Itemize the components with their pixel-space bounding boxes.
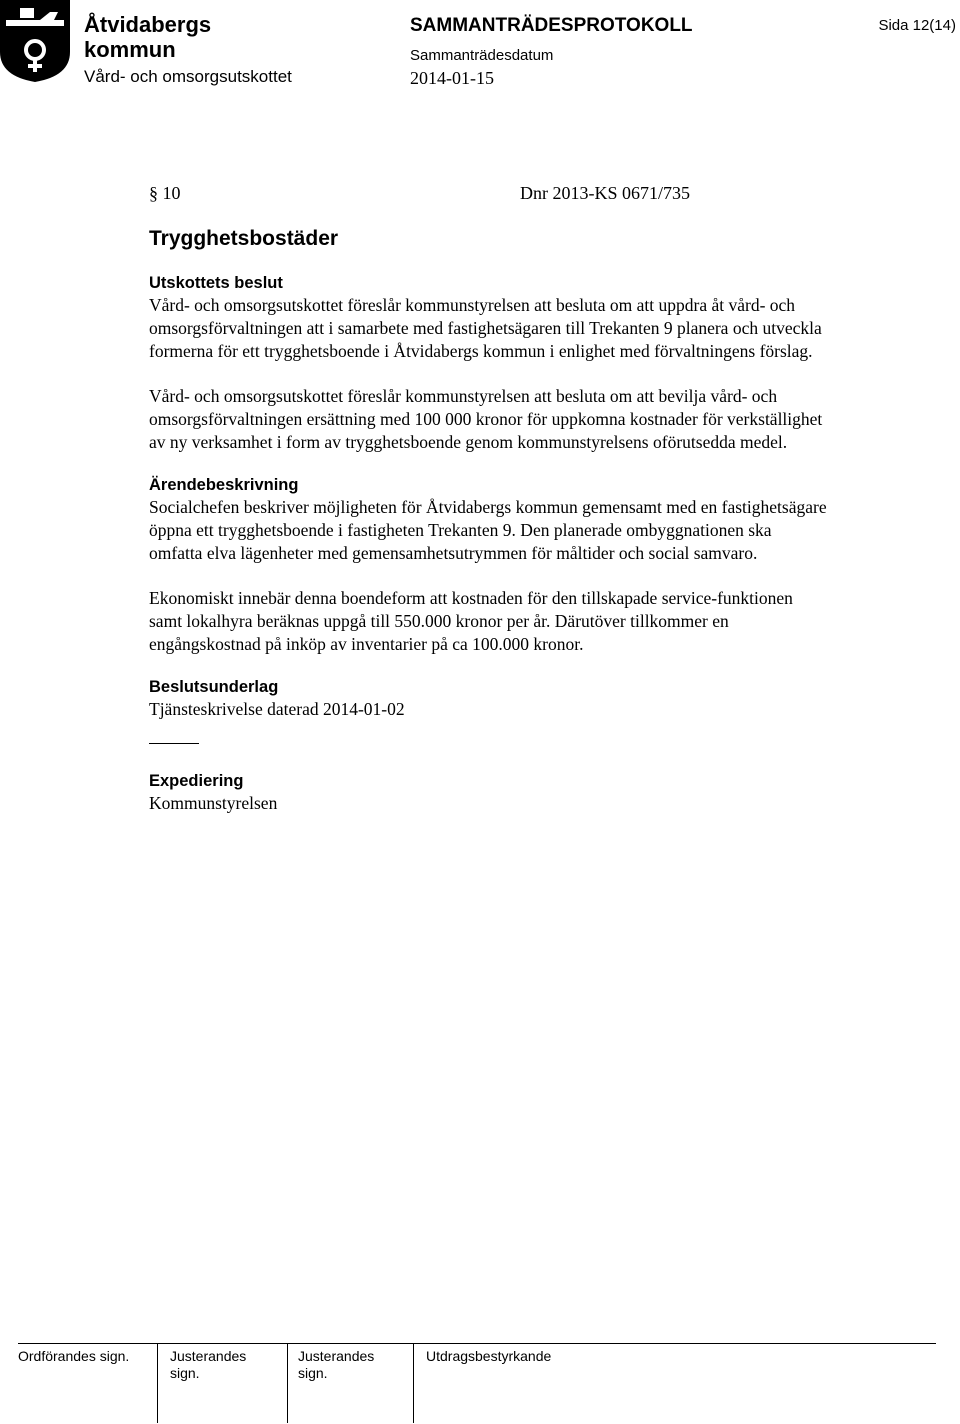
basis-text: Tjänsteskrivelse daterad 2014-01-02 — [149, 699, 405, 719]
organization-name-line2: kommun — [84, 37, 176, 62]
decision-paragraph-2: Vård- och omsorgsutskottet föreslår kommunstyrelsen att besluta om att bevilja vård- och omsorgsförvaltningen ersättning med 100 000 kronor för uppkomna kostnader för verkställighet av ny verksamhet i form av trygghetsboende genom kommunstyrelsens oförutsedda medel. — [149, 386, 823, 452]
page-number: Sida 12(14) — [878, 17, 956, 34]
dispatch-heading: Expediering — [149, 772, 244, 790]
protocol-body — [149, 180, 829, 815]
organization-name-line1: Åtvidabergs — [84, 12, 212, 37]
municipal-coat-of-arms-icon — [0, 0, 70, 82]
section-divider — [149, 743, 199, 744]
paragraph-header — [149, 180, 690, 206]
chair-signature-cell — [18, 1344, 157, 1423]
description-paragraph-1: Socialchefen beskriver möjligheten för Åtvidabergs kommun gemensamt med en fastighetsägare öppna ett trygghetsboende i fastigheten Trekanten 9. Den planerade ombyggnationen ska omfatta elva lägenheter med gemensamhetsutrymmen för måltider och social samvaro. — [149, 497, 827, 563]
paragraph-number: § 10 — [149, 183, 181, 203]
decision-paragraph-1: Vård- och omsorgsutskottet föreslår kommunstyrelsen att besluta om att uppdra åt vård- och omsorgsförvaltningen att i samarbete med fastighetsägaren till Trekanten 9 planera och utveckla formerna för ett trygghetsboende i Åtvidabergs kommun i enlighet med förvaltningens förslag. — [149, 295, 822, 361]
signature-table — [18, 1343, 936, 1423]
description-paragraph-2: Ekonomiskt innebär denna boendeform att kostnaden för den tillskapade service-funktionen samt lokalhyra beräknas uppgå till 550.000 kronor per år. Därutöver tillkommer en engångskostnad på inköp av inventarier på ca 100.000 kronor. — [149, 588, 793, 654]
extract-certification-cell — [413, 1344, 936, 1423]
decision-heading: Utskottets beslut — [149, 274, 283, 292]
description-heading: Ärendebeskrivning — [149, 476, 299, 494]
extract-certification-label: Utdragsbestyrkande — [426, 1348, 552, 1364]
adjuster1-sign-label: sign. — [170, 1365, 200, 1381]
meeting-date: 2014-01-15 — [410, 68, 494, 88]
committee-name: Vård- och omsorgsutskottet — [84, 67, 292, 86]
dispatch-recipient: Kommunstyrelsen — [149, 793, 278, 813]
meeting-date-label: Sammanträdesdatum — [410, 47, 554, 64]
diary-number: Dnr 2013-KS 0671/735 — [520, 183, 690, 203]
adjuster2-sign-label: sign. — [298, 1365, 328, 1381]
adjuster1-signature-cell — [157, 1344, 287, 1423]
paragraph-title: Trygghetsbostäder — [149, 227, 339, 250]
adjuster2-signature-cell — [287, 1344, 413, 1423]
adjuster2-label: Justerandes — [298, 1348, 375, 1364]
basis-heading: Beslutsunderlag — [149, 678, 279, 696]
adjuster1-label: Justerandes — [170, 1348, 247, 1364]
document-type: SAMMANTRÄDESPROTOKOLL — [410, 15, 693, 36]
chair-signature-label: Ordförandes sign. — [18, 1348, 130, 1364]
